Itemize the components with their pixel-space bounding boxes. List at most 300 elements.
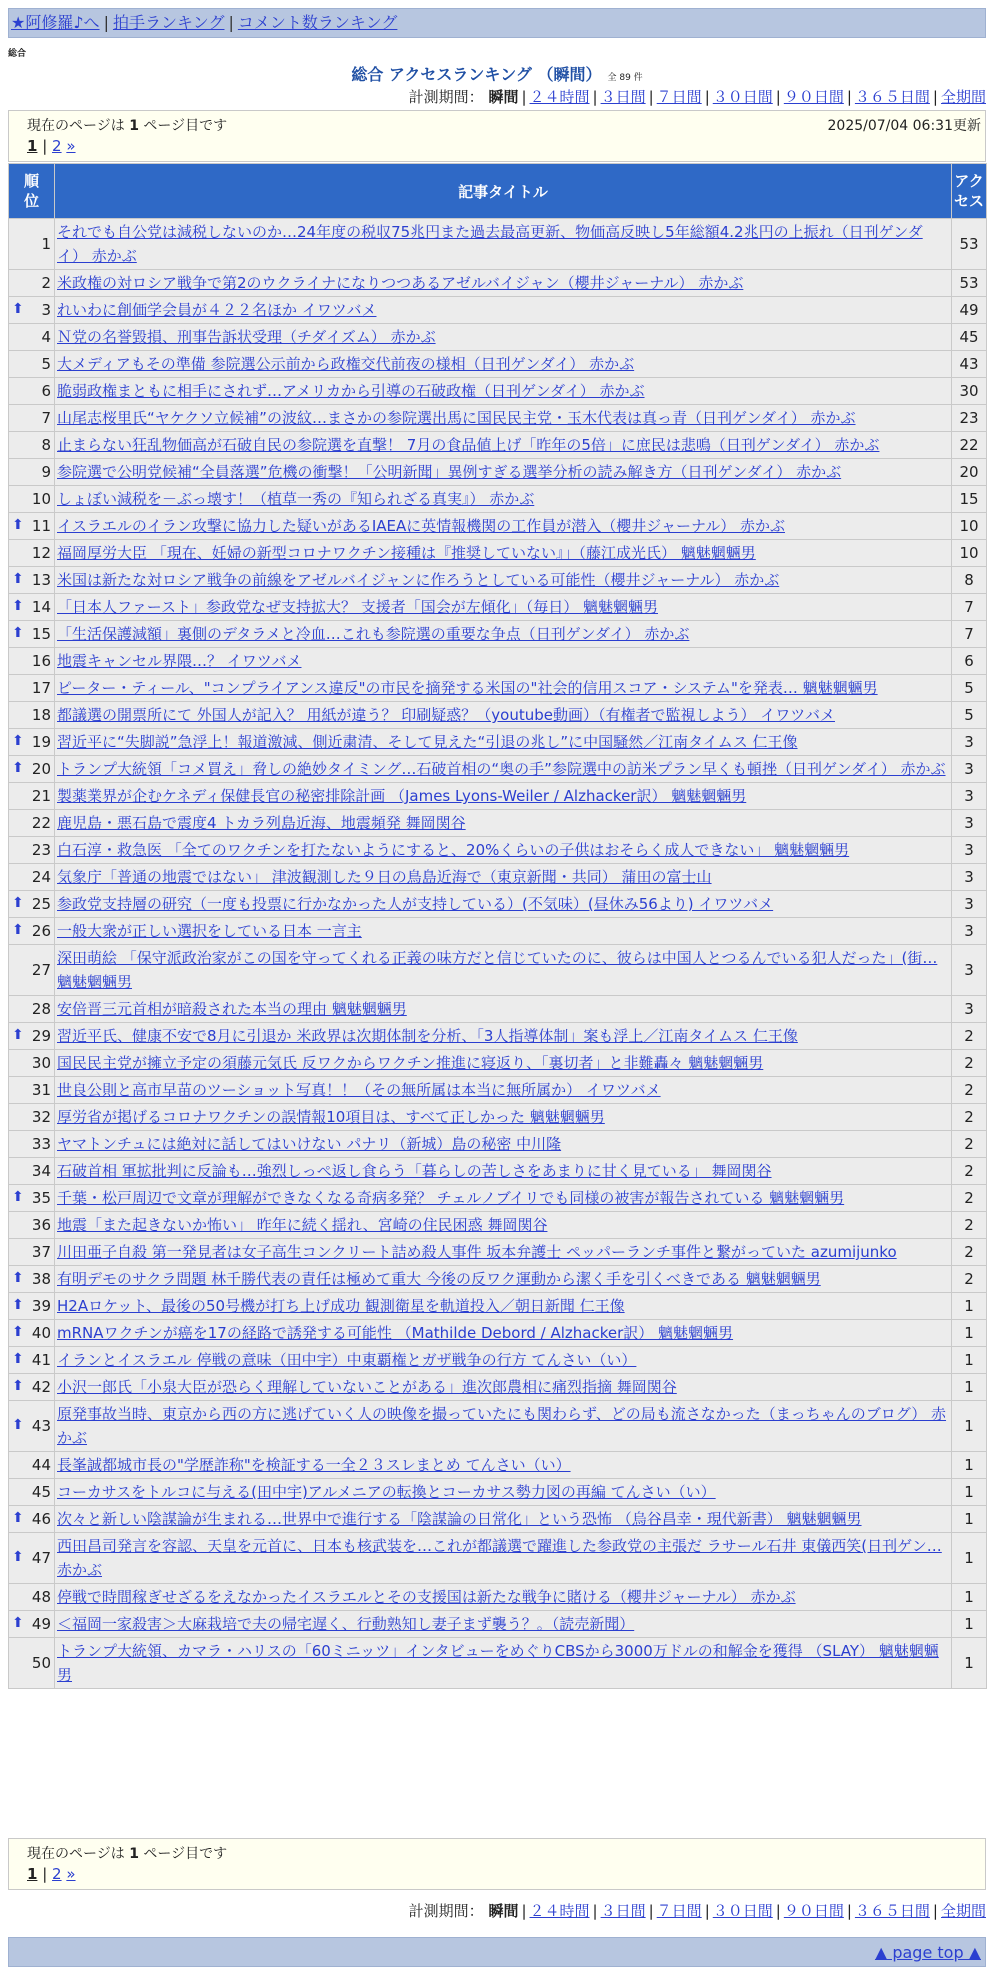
rank-cell	[9, 1239, 55, 1266]
table-row	[9, 1374, 987, 1401]
article-link[interactable]: 脆弱政権まともに相手にされず…アメリカから引導の石破政権（日刊ゲンダイ） 赤かぶ	[57, 382, 645, 400]
article-link[interactable]: 小沢一郎氏「小泉大臣が恐らく理解していないことがある」進次郎農相に痛烈指摘 舞岡関谷	[57, 1378, 677, 1396]
access-count: 10	[952, 513, 987, 540]
rank-number: 48	[31, 1588, 51, 1606]
table-row	[9, 621, 987, 648]
table-row	[9, 1239, 987, 1266]
rank-cell	[9, 1131, 55, 1158]
article-link[interactable]: しょぼい減税を－ぶっ壊す！（植草一秀の『知られざる真実』） 赤かぶ	[57, 490, 535, 508]
header-hits: アクセス	[952, 164, 987, 219]
title-cell	[55, 1050, 952, 1077]
access-count: 3	[952, 756, 987, 783]
table-row	[9, 729, 987, 756]
period-7d-link[interactable]: ７日間	[656, 88, 702, 106]
rank-cell	[9, 1374, 55, 1401]
rank-cell	[9, 1050, 55, 1077]
rank-cell	[9, 702, 55, 729]
access-count: 1	[952, 1533, 987, 1584]
rank-up-arrow-icon: ⬆	[12, 1615, 24, 1631]
table-row	[9, 270, 987, 297]
title-cell	[55, 297, 952, 324]
rank-number: 37	[31, 1243, 51, 1261]
table-row	[9, 1347, 987, 1374]
title-cell	[55, 513, 952, 540]
article-link[interactable]: 習近平氏、健康不安で8月に引退か 米政界は次期体制を分析、「3人指導体制」案も浮上／江南タイムス 仁王像	[57, 1027, 798, 1045]
rank-number: 27	[31, 961, 51, 979]
rank-number: 42	[31, 1378, 51, 1396]
access-count: 1	[952, 1293, 987, 1320]
table-row	[9, 540, 987, 567]
title-cell	[55, 1584, 952, 1611]
table-row	[9, 702, 987, 729]
rank-up-arrow-icon: ⬆	[12, 1027, 24, 1043]
period-current: 瞬間	[488, 1902, 519, 1920]
period-all-link[interactable]: 全期間	[940, 88, 986, 106]
access-count: 20	[952, 459, 987, 486]
rank-up-arrow-icon: ⬆	[12, 1189, 24, 1205]
table-header	[9, 164, 987, 219]
rank-up-arrow-icon: ⬆	[12, 760, 24, 776]
period-selector-bottom: 計測期間： 瞬間 | ２４時間 | ３日間 | ７日間 | ３０日間 | ９０日間 | ３６５日間 | 全期間	[408, 1902, 986, 1920]
rank-number: 49	[31, 1615, 51, 1633]
article-link[interactable]: 深田萌絵 「保守派政治家がこの国を守ってくれる正義の味方だと信じていたのに、彼らは中国人とつるんでいる犯人だった」(街… 魑魅魍魎男	[57, 949, 938, 991]
access-count: 2	[952, 1158, 987, 1185]
access-count: 5	[952, 702, 987, 729]
title-cell	[55, 621, 952, 648]
article-link[interactable]: 千葉・松戸周辺で文章が理解ができなくなる奇病多発？ チェルノブイリでも同様の被害が報告されている 魑魅魍魎男	[57, 1189, 845, 1207]
rank-number: 25	[31, 895, 51, 913]
table-row	[9, 891, 987, 918]
title-cell	[55, 1479, 952, 1506]
title-cell	[55, 1212, 952, 1239]
article-link[interactable]: 習近平に“失脚説”急浮上！報道激減、側近粛清、そして見えた“引退の兆し”に中国騒然／江南タイムス 仁王像	[57, 733, 798, 751]
title-cell	[55, 324, 952, 351]
article-link[interactable]: ピーター・ティール、"コンプライアンス違反"の市民を摘発する米国の"社会的信用スコア・システム"を発表… 魑魅魍魎男	[57, 679, 878, 697]
title-cell	[55, 675, 952, 702]
article-link[interactable]: 米国は新たな対ロシア戦争の前線をアゼルバイジャンに作ろうとしている可能性（櫻井ジャーナル） 赤かぶ	[57, 571, 780, 589]
rank-cell	[9, 1104, 55, 1131]
period-label: 計測期間：	[408, 1902, 484, 1920]
home-link[interactable]: ★阿修羅♪へ	[11, 13, 100, 32]
rank-number: 3	[41, 301, 51, 319]
table-row	[9, 837, 987, 864]
rank-number: 12	[31, 544, 51, 562]
access-count: 1	[952, 1347, 987, 1374]
rank-number: 4	[41, 328, 51, 346]
article-link[interactable]: 有明デモのサクラ問題 林千勝代表の責任は極めて重大 今後の反ワク運動から潔く手を引くべきである 魑魅魍魎男	[57, 1270, 821, 1288]
title-cell	[55, 1506, 952, 1533]
comment-ranking-link[interactable]: コメント数ランキング	[237, 13, 398, 32]
rank-up-arrow-icon: ⬆	[12, 1324, 24, 1340]
page-top-link[interactable]: ▲ page top ▲	[874, 1943, 981, 1962]
table-row	[9, 1638, 987, 1689]
title-cell	[55, 1320, 952, 1347]
article-link[interactable]: 地震キャンセル界隈…？ イワツバメ	[57, 652, 302, 670]
table-row	[9, 1131, 987, 1158]
access-count: 45	[952, 324, 987, 351]
rank-number: 38	[31, 1270, 51, 1288]
rank-number: 34	[31, 1162, 51, 1180]
rank-cell	[9, 432, 55, 459]
rank-cell	[9, 351, 55, 378]
access-count: 1	[952, 1479, 987, 1506]
title-cell	[55, 219, 952, 270]
rank-number: 13	[31, 571, 51, 589]
rank-number: 43	[31, 1417, 51, 1435]
rank-cell	[9, 219, 55, 270]
access-count: 2	[952, 1239, 987, 1266]
title-cell	[55, 1023, 952, 1050]
access-count: 3	[952, 783, 987, 810]
article-link[interactable]: 米政権の対ロシア戦争で第2のウクライナになりつつあるアゼルバイジャン（櫻井ジャーナル） 赤かぶ	[57, 274, 744, 292]
access-count: 23	[952, 405, 987, 432]
table-row	[9, 864, 987, 891]
rank-number: 36	[31, 1216, 51, 1234]
access-count: 1	[952, 1320, 987, 1347]
rank-cell	[9, 996, 55, 1023]
access-count: 1	[952, 1611, 987, 1638]
title-cell	[55, 729, 952, 756]
pager-next[interactable]: »	[66, 1865, 76, 1883]
title-cell	[55, 594, 952, 621]
access-count: 2	[952, 1212, 987, 1239]
article-link[interactable]: 一般大衆が正しい選択をしている日本 一言主	[57, 922, 362, 940]
rank-cell	[9, 648, 55, 675]
table-row	[9, 996, 987, 1023]
header-title: 記事タイトル	[55, 164, 952, 219]
page-info-top	[8, 110, 986, 162]
period-24h-link[interactable]: ２４時間	[529, 1902, 590, 1920]
article-link[interactable]: イスラエルのイラン攻撃に協力した疑いがあるIAEAに英情報機関の工作員が潜入（櫻井ジャーナル） 赤かぶ	[57, 517, 785, 535]
article-link[interactable]: 長峯誠都城市長の"学歴詐称"を検証する一全２３スレまとめ てんさい（い）	[57, 1456, 571, 1474]
rank-cell	[9, 837, 55, 864]
article-link[interactable]: H2Aロケット、最後の50号機が打ち上げ成功 観測衛星を軌道投入／朝日新聞 仁王像	[57, 1297, 625, 1315]
rank-number: 23	[31, 841, 51, 859]
access-count: 2	[952, 1050, 987, 1077]
rank-number: 18	[31, 706, 51, 724]
article-link[interactable]: 次々と新しい陰謀論が生まれる…世界中で進行する「陰謀論の日常化」という恐怖 （烏谷昌幸・現代新書） 魑魅魍魎男	[57, 1510, 862, 1528]
access-count: 2	[952, 1185, 987, 1212]
title-cell	[55, 432, 952, 459]
article-link[interactable]: mRNAワクチンが癌を17の経路で誘発する可能性 （Mathilde Debord / Alzhacker訳） 魑魅魍魎男	[57, 1324, 734, 1342]
rank-cell	[9, 1320, 55, 1347]
access-count: 53	[952, 219, 987, 270]
rank-cell	[9, 621, 55, 648]
article-link[interactable]: 福岡厚労大臣 「現在、妊婦の新型コロナワクチン接種は『推奨していない』」（藤江成光氏） 魑魅魍魎男	[57, 544, 756, 562]
access-count: 43	[952, 351, 987, 378]
rank-number: 41	[31, 1351, 51, 1369]
rank-number: 9	[41, 463, 51, 481]
rank-cell	[9, 1212, 55, 1239]
rank-up-arrow-icon: ⬆	[12, 571, 24, 587]
page-info-bottom	[8, 1838, 986, 1890]
article-link[interactable]: れいわに創価学会員が４２２名ほか イワツバメ	[57, 301, 377, 319]
table-row	[9, 1266, 987, 1293]
title-cell	[55, 864, 952, 891]
rank-cell	[9, 594, 55, 621]
access-count: 30	[952, 378, 987, 405]
access-count: 2	[952, 1104, 987, 1131]
period-30d-link[interactable]: ３０日間	[712, 1902, 773, 1920]
article-link[interactable]: 世良公則と高市早苗のツーショット写真！！（その無所属は本当に無所属か） イワツバメ	[57, 1081, 661, 1099]
rank-cell	[9, 1023, 55, 1050]
rank-up-arrow-icon: ⬆	[12, 517, 24, 533]
rank-number: 21	[31, 787, 51, 805]
article-link[interactable]: それでも自公党は減税しないのか…24年度の税収75兆円また過去最高更新、物価高反映し5年総額4.2兆円の上振れ（日刊ゲンダイ） 赤かぶ	[57, 223, 923, 265]
table-row	[9, 1077, 987, 1104]
clap-ranking-link[interactable]: 拍手ランキング	[112, 13, 225, 32]
rank-cell	[9, 1347, 55, 1374]
table-row	[9, 1452, 987, 1479]
article-link[interactable]: 「生活保護減額」裏側のデタラメと冷血…これも参院選の重要な争点（日刊ゲンダイ） 赤かぶ	[57, 625, 690, 643]
period-90d-link[interactable]: ９０日間	[783, 88, 844, 106]
access-count: 7	[952, 594, 987, 621]
rank-number: 22	[31, 814, 51, 832]
page-title-text: 総合 アクセスランキング （瞬間）	[351, 65, 602, 84]
title-cell	[55, 1638, 952, 1689]
article-link[interactable]: トランプ大統領「コメ買え」脅しの絶妙タイミング…石破首相の“奥の手”参院選中の訪米プラン早くも頓挫（日刊ゲンダイ） 赤かぶ	[57, 760, 946, 778]
access-count: 1	[952, 1452, 987, 1479]
rank-cell	[9, 1452, 55, 1479]
bottom-bar	[8, 1937, 986, 1967]
article-link[interactable]: 厚労省が掲げるコロナワクチンの誤情報10項目は、すべて正しかった 魑魅魍魎男	[57, 1108, 605, 1126]
rank-cell	[9, 1533, 55, 1584]
rank-up-arrow-icon: ⬆	[12, 1549, 24, 1565]
table-row	[9, 459, 987, 486]
table-row	[9, 1611, 987, 1638]
title-cell	[55, 1401, 952, 1452]
article-link[interactable]: 西田昌司発言を容認、天皇を元首に、日本も核武装を…これが都議選で躍進した参政党の主張だ ラサール石井 東儀西笑(日刊ゲン… 赤かぶ	[57, 1537, 942, 1579]
pager-current: 1	[27, 137, 38, 155]
access-count: 15	[952, 486, 987, 513]
rank-number: 17	[31, 679, 51, 697]
rank-cell	[9, 567, 55, 594]
access-count: 2	[952, 1131, 987, 1158]
access-count: 3	[952, 864, 987, 891]
rank-number: 28	[31, 1000, 51, 1018]
article-link[interactable]: 「日本人ファースト」参政党なぜ支持拡大？ 支援者「国会が左傾化」（毎日） 魑魅魍魎男	[57, 598, 658, 616]
access-count: 3	[952, 729, 987, 756]
rank-number: 19	[31, 733, 51, 751]
access-count: 1	[952, 1506, 987, 1533]
table-row	[9, 810, 987, 837]
rank-cell	[9, 1077, 55, 1104]
rank-cell	[9, 405, 55, 432]
table-row	[9, 783, 987, 810]
table-row	[9, 432, 987, 459]
title-cell	[55, 1104, 952, 1131]
current-page-text: 現在のページは 1 ページ目です	[27, 1846, 228, 1862]
rank-cell	[9, 864, 55, 891]
title-cell	[55, 1347, 952, 1374]
rank-cell	[9, 1401, 55, 1452]
article-link[interactable]: 参政党支持層の研究（一度も投票に行かなかった人が支持している）(不気味）(昼休み56より) イワツバメ	[57, 895, 774, 913]
title-cell	[55, 1374, 952, 1401]
rank-cell	[9, 297, 55, 324]
title-cell	[55, 810, 952, 837]
article-link[interactable]: 石破首相 軍拡批判に反論も…強烈しっぺ返し食らう「暮らしの苦しさをあまりに甘く見ている」 舞岡関谷	[57, 1162, 772, 1180]
title-cell	[55, 891, 952, 918]
title-cell	[55, 486, 952, 513]
table-row	[9, 1050, 987, 1077]
article-link[interactable]: コーカサスをトルコに与える(田中宇)アルメニアの転換とコーカサス勢力図の再編 てんさい（い）	[57, 1483, 716, 1501]
rank-number: 11	[31, 517, 51, 535]
rank-up-arrow-icon: ⬆	[12, 1417, 24, 1433]
rank-cell	[9, 810, 55, 837]
rank-cell	[9, 1266, 55, 1293]
period-3d-link[interactable]: ３日間	[600, 88, 646, 106]
article-link[interactable]: 原発事故当時、東京から西の方に逃げていく人の映像を撮っていたにも関わらず、どの局も流さなかった（まっちゃんのブログ） 赤かぶ	[57, 1405, 947, 1447]
period-24h-link[interactable]: ２４時間	[529, 88, 590, 106]
article-link[interactable]: 製薬業界が企むケネディ保健長官の秘密排除計画 （James Lyons-Weiler / Alzhacker訳） 魑魅魍魎男	[57, 787, 747, 805]
rank-cell	[9, 1479, 55, 1506]
article-link[interactable]: 川田亜子自殺 第一発見者は女子高生コンクリート詰め殺人事件 坂本弁護士 ペッパーランチ事件と繋がっていた azumijunko	[57, 1243, 897, 1261]
title-cell	[55, 351, 952, 378]
table-row	[9, 297, 987, 324]
rank-cell	[9, 378, 55, 405]
article-link[interactable]: 都議選の開票所にて 外国人が記入？ 用紙が違う？ 印刷疑惑？（youtube動画）（有権者で監視しよう） イワツバメ	[57, 706, 835, 724]
article-link[interactable]: 止まらない狂乱物価高が石破自民の参院選を直撃！ 7月の食品値上げ「昨年の5倍」に庶民は悲鳴（日刊ゲンダイ） 赤かぶ	[57, 436, 880, 454]
table-row	[9, 1401, 987, 1452]
period-current: 瞬間	[488, 88, 519, 106]
title-cell	[55, 1611, 952, 1638]
title-cell	[55, 1077, 952, 1104]
article-link[interactable]: 山尾志桜里氏“ヤケクソ立候補”の波紋…まさかの参院選出馬に国民民主党・玉木代表は真っ青（日刊ゲンダイ） 赤かぶ	[57, 409, 856, 427]
pager-page-2[interactable]: 2	[52, 1865, 62, 1883]
period-selector-top: 計測期間： 瞬間 | ２４時間 | ３日間 | ７日間 | ３０日間 | ９０日間 | ３６５日間 | 全期間	[408, 88, 986, 106]
access-count: 49	[952, 297, 987, 324]
rank-number: 31	[31, 1081, 51, 1099]
access-count: 7	[952, 621, 987, 648]
title-cell	[55, 702, 952, 729]
top-nav-bar	[8, 8, 986, 38]
rank-number: 10	[31, 490, 51, 508]
article-link[interactable]: 停戦で時間稼ぎせざるをえなかったイスラエルとその支援国は新たな戦争に賭ける（櫻井ジャーナル） 赤かぶ	[57, 1588, 796, 1606]
access-count: 1	[952, 1401, 987, 1452]
access-count: 3	[952, 810, 987, 837]
rank-number: 44	[31, 1456, 51, 1474]
title-cell	[55, 837, 952, 864]
article-link[interactable]: 参院選で公明党候補“全員落選”危機の衝撃！「公明新聞」異例すぎる選挙分析の読み解き方（日刊ゲンダイ） 赤かぶ	[57, 463, 842, 481]
table-row	[9, 648, 987, 675]
article-link[interactable]: 大メディアもその準備 参院選公示前から政権交代前夜の様相（日刊ゲンダイ） 赤かぶ	[57, 355, 635, 373]
title-cell	[55, 1185, 952, 1212]
access-count: 1	[952, 1584, 987, 1611]
article-link[interactable]: ヤマトンチュには絶対に話してはいけない パナリ（新城）島の秘密 中川隆	[57, 1135, 562, 1153]
table-row	[9, 1293, 987, 1320]
rank-cell	[9, 1506, 55, 1533]
article-link[interactable]: 鹿児島・悪石島で震度4 トカラ列島近海、地震頻発 舞岡関谷	[57, 814, 466, 832]
period-all-link[interactable]: 全期間	[940, 1902, 986, 1920]
rank-up-arrow-icon: ⬆	[12, 1270, 24, 1286]
table-row	[9, 756, 987, 783]
title-cell	[55, 459, 952, 486]
title-cell	[55, 1266, 952, 1293]
article-link[interactable]: 安倍晋三元首相が暗殺された本当の理由 魑魅魍魎男	[57, 1000, 407, 1018]
article-link[interactable]: イランとイスラエル 停戦の意味（田中宇）中東覇権とガザ戦争の行方 てんさい（い）	[57, 1351, 637, 1369]
rank-number: 50	[31, 1654, 51, 1672]
title-cell	[55, 270, 952, 297]
table-row	[9, 1104, 987, 1131]
period-7d-link[interactable]: ７日間	[656, 1902, 702, 1920]
rank-cell	[9, 783, 55, 810]
pager-next[interactable]: »	[66, 137, 76, 155]
article-link[interactable]: 気象庁「普通の地震ではない」 津波観測した９日の鳥島近海で（東京新聞・共同） 蒲田の富士山	[57, 868, 712, 886]
article-link[interactable]: トランプ大統領、カマラ・ハリスの「60ミニッツ」インタビューをめぐりCBSから3000万ドルの和解金を獲得 （SLAY） 魑魅魍魎男	[57, 1642, 939, 1684]
table-row	[9, 918, 987, 945]
rank-number: 40	[31, 1324, 51, 1342]
period-90d-link[interactable]: ９０日間	[783, 1902, 844, 1920]
rank-number: 46	[31, 1510, 51, 1528]
rank-number: 1	[41, 235, 51, 253]
title-cell	[55, 1239, 952, 1266]
rank-cell	[9, 270, 55, 297]
header-rank: 順位	[9, 164, 55, 219]
title-cell	[55, 1533, 952, 1584]
title-cell	[55, 1131, 952, 1158]
access-count: 22	[952, 432, 987, 459]
pager-current: 1	[27, 1865, 38, 1883]
access-count: 2	[952, 1077, 987, 1104]
article-link[interactable]: 白石淳・救急医 「全てのワクチンを打たないようにすると、20%くらいの子供はおそらく成人できない」 魑魅魍魎男	[57, 841, 850, 859]
period-label: 計測期間：	[408, 88, 484, 106]
rank-number: 6	[41, 382, 51, 400]
rank-up-arrow-icon: ⬆	[12, 625, 24, 641]
pager: 1 | 2 »	[27, 1865, 76, 1883]
period-30d-link[interactable]: ３０日間	[712, 88, 773, 106]
rank-cell	[9, 540, 55, 567]
access-count: 1	[952, 1638, 987, 1689]
rank-up-arrow-icon: ⬆	[12, 1351, 24, 1367]
period-365d-link[interactable]: ３６５日間	[854, 1902, 930, 1920]
ranking-table	[8, 163, 987, 1689]
table-row	[9, 1212, 987, 1239]
current-page-text: 現在のページは 1 ページ目です	[27, 118, 228, 134]
table-row	[9, 1506, 987, 1533]
rank-number: 32	[31, 1108, 51, 1126]
period-365d-link[interactable]: ３６５日間	[854, 88, 930, 106]
rank-number: 30	[31, 1054, 51, 1072]
rank-up-arrow-icon: ⬆	[12, 301, 24, 317]
table-row	[9, 405, 987, 432]
period-3d-link[interactable]: ３日間	[600, 1902, 646, 1920]
rank-cell	[9, 1158, 55, 1185]
article-link[interactable]: Ｎ党の名誉毀損、刑事告訴状受理（チダイズム） 赤かぶ	[57, 328, 436, 346]
rank-up-arrow-icon: ⬆	[12, 922, 24, 938]
table-row	[9, 219, 987, 270]
rank-number: 8	[41, 436, 51, 454]
table-row	[9, 1479, 987, 1506]
table-row	[9, 1320, 987, 1347]
title-cell	[55, 1293, 952, 1320]
article-link[interactable]: 地震「また起きないか怖い」 昨年に続く揺れ、宮崎の住民困惑 舞岡関谷	[57, 1216, 548, 1234]
access-count: 3	[952, 945, 987, 996]
article-link[interactable]: 国民民主党が擁立予定の須藤元気氏 反ワクからワクチン推進に寝返り、「裏切者」と非難轟々 魑魅魍魎男	[57, 1054, 764, 1072]
table-row	[9, 486, 987, 513]
table-row	[9, 1584, 987, 1611]
rank-cell	[9, 729, 55, 756]
access-count: 3	[952, 891, 987, 918]
title-cell	[55, 945, 952, 996]
rank-number: 15	[31, 625, 51, 643]
table-row	[9, 594, 987, 621]
rank-number: 16	[31, 652, 51, 670]
title-cell	[55, 996, 952, 1023]
access-count: 2	[952, 1266, 987, 1293]
rank-number: 7	[41, 409, 51, 427]
article-link[interactable]: ＜福岡一家殺害＞大麻栽培で夫の帰宅遅く、行動熟知し妻子まず襲う？。（読売新聞）	[57, 1615, 635, 1633]
pager-page-2[interactable]: 2	[52, 137, 62, 155]
